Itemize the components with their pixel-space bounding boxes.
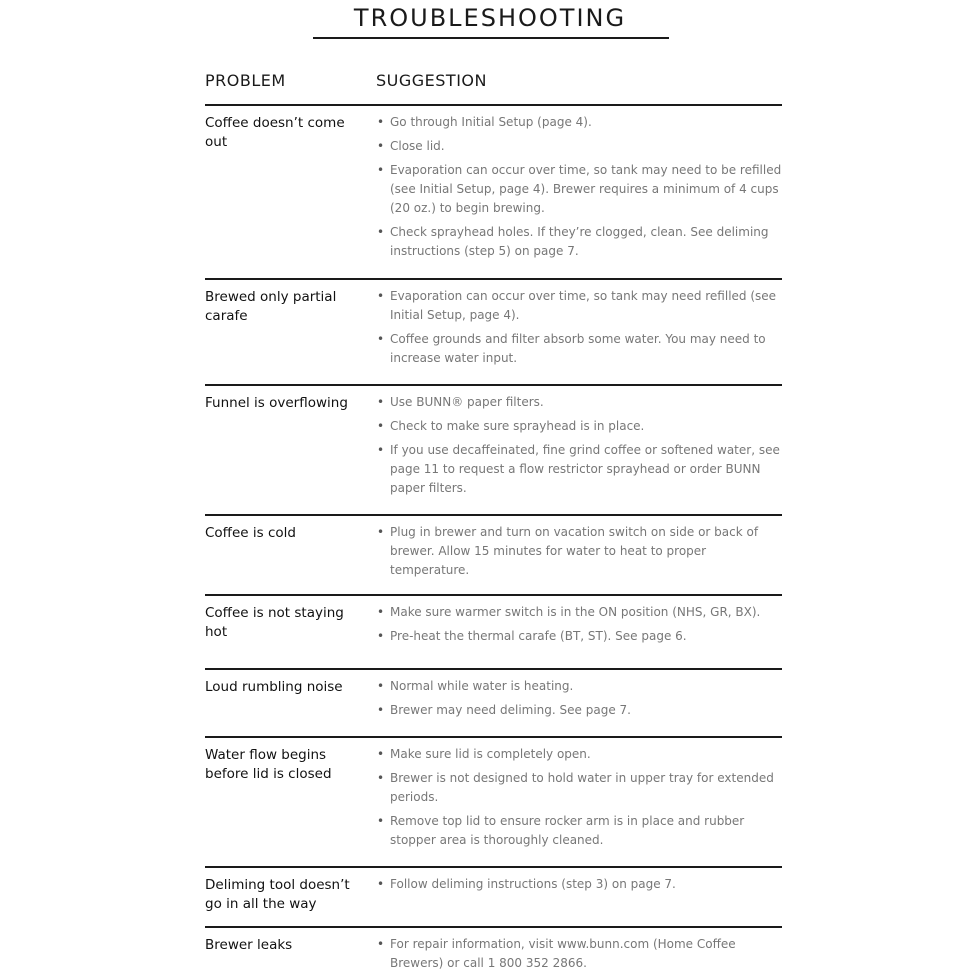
suggestion-item: • Make sure lid is completely open. [376,745,782,764]
table-row [205,928,782,980]
suggestion-list [376,935,782,980]
suggestion-list [376,875,782,926]
suggestion-item: • For repair information, visit www.bunn.com (Home Coffee Brewers) or call 1 800 352 2866. [376,935,782,973]
suggestion-item: • Plug in brewer and turn on vacation switch on side or back of brewer. Allow 15 minutes for water to heat to proper temperature. [376,523,782,580]
problem-cell: Funnel is overflowing [205,395,348,411]
table-row [205,670,782,738]
table-header [205,68,782,106]
suggestion-item: • Remove top lid to ensure rocker arm is in place and rubber stopper area is thoroughly cleaned. [376,812,782,850]
suggestion-item: • Go through Initial Setup (page 4). [376,113,782,132]
suggestion-item: • If you use decaffeinated, fine grind coffee or softened water, see page 11 to request a flow restrictor sprayhead or order BUNN paper filters. [376,441,782,498]
problem-cell: Coffee is cold [205,525,296,541]
table-row [205,868,782,928]
table-row [205,516,782,596]
suggestion-list [376,113,782,278]
suggestion-item: • Evaporation can occur over time, so tank may need refilled (see Initial Setup, page 4). [376,287,782,325]
suggestion-item: • Check to make sure sprayhead is in place. [376,417,782,436]
suggestion-item: • Check sprayhead holes. If they’re clogged, clean. See deliming instructions (step 5) on page 7. [376,223,782,261]
problem-cell: Brewed only partial carafe [205,289,337,324]
suggestion-list [376,287,782,384]
suggestion-item: • Normal while water is heating. [376,677,782,696]
table-row [205,280,782,386]
suggestion-item: • Follow deliming instructions (step 3) on page 7. [376,875,782,894]
problem-cell: Coffee doesn’t come out [205,115,345,150]
problem-cell: Deliming tool doesn’t go in all the way [205,877,350,912]
problem-cell: Coffee is not staying hot [205,605,344,640]
table-row [205,106,782,280]
troubleshooting-table [205,68,782,980]
suggestion-item: • Brewer is not designed to hold water in upper tray for extended periods. [376,769,782,807]
problem-cell: Brewer leaks [205,937,293,953]
problem-cell: Water flow begins before lid is closed [205,747,332,782]
problem-column-header: PROBLEM [205,71,286,90]
suggestion-item: • Brewer may need deliming. See page 7. [376,701,782,720]
suggestion-item: • Evaporation can occur over time, so tank may need to be refilled (see Initial Setup, page 4). Brewer requires a minimum of 4 cups (20 oz.) to begin brewing. [376,161,782,218]
suggestion-column-header: SUGGESTION [376,71,487,90]
page-title: TROUBLESHOOTING [353,4,627,32]
suggestion-item: • Coffee grounds and filter absorb some water. You may need to increase water input. [376,330,782,368]
suggestion-item: • Close lid. [376,137,782,156]
suggestion-item: • Pre-heat the thermal carafe (BT, ST). See page 6. [376,627,782,646]
suggestion-list [376,393,782,514]
problem-cell: Loud rumbling noise [205,679,343,695]
table-row [205,386,782,516]
suggestion-item: • Make sure warmer switch is in the ON position (NHS, GR, BX). [376,603,782,622]
table-row [205,738,782,868]
suggestion-list [376,745,782,866]
suggestion-list [376,677,782,736]
title-underline [313,37,669,39]
table-row [205,596,782,670]
suggestion-list [376,523,782,594]
suggestion-item: • Use BUNN® paper filters. [376,393,782,412]
suggestion-list [376,603,782,668]
